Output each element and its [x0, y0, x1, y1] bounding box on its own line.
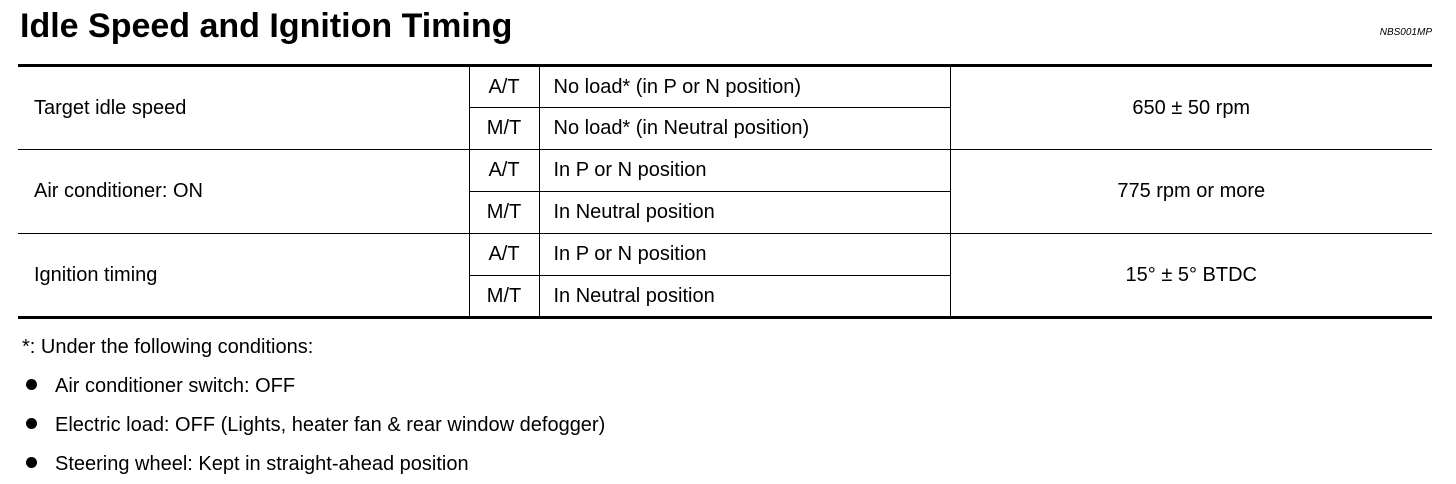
- bullet-dot-icon: [26, 457, 37, 468]
- condition-text: In Neutral position: [539, 192, 950, 234]
- bullet-dot-icon: [26, 418, 37, 429]
- condition-text: In P or N position: [539, 234, 950, 276]
- table-row: [18, 150, 1432, 192]
- table-row: [18, 66, 1432, 108]
- spec-value: 775 rpm or more: [950, 150, 1432, 234]
- table-row: [18, 234, 1432, 276]
- item-label: Ignition timing: [18, 234, 469, 318]
- item-label: Target idle speed: [18, 66, 469, 150]
- transmission-type: M/T: [469, 108, 539, 150]
- bullet-dot-icon: [26, 379, 37, 390]
- spec-value: 15° ± 5° BTDC: [950, 234, 1432, 318]
- spec-value: 650 ± 50 rpm: [950, 66, 1432, 150]
- condition-text: No load* (in P or N position): [539, 66, 950, 108]
- transmission-type: A/T: [469, 66, 539, 108]
- page-title: Idle Speed and Ignition Timing: [20, 7, 513, 45]
- transmission-type: A/T: [469, 150, 539, 192]
- condition-text: No load* (in Neutral position): [539, 108, 950, 150]
- notes-intro: *: Under the following conditions:: [22, 336, 314, 358]
- bullet-text: Steering wheel: Kept in straight-ahead position: [55, 453, 469, 475]
- list-item: [22, 406, 605, 445]
- transmission-type: M/T: [469, 192, 539, 234]
- transmission-type: M/T: [469, 276, 539, 318]
- notes-section: [22, 328, 605, 484]
- condition-text: In P or N position: [539, 150, 950, 192]
- list-item: [22, 367, 605, 406]
- spec-table: [18, 64, 1432, 319]
- condition-text: In Neutral position: [539, 276, 950, 318]
- list-item: [22, 445, 605, 484]
- bullet-text: Air conditioner switch: OFF: [55, 375, 296, 397]
- bullet-text: Electric load: OFF (Lights, heater fan & rear window defogger): [55, 414, 606, 436]
- transmission-type: A/T: [469, 234, 539, 276]
- document-code: NBS001MP: [1379, 27, 1432, 38]
- item-label: Air conditioner: ON: [18, 150, 469, 234]
